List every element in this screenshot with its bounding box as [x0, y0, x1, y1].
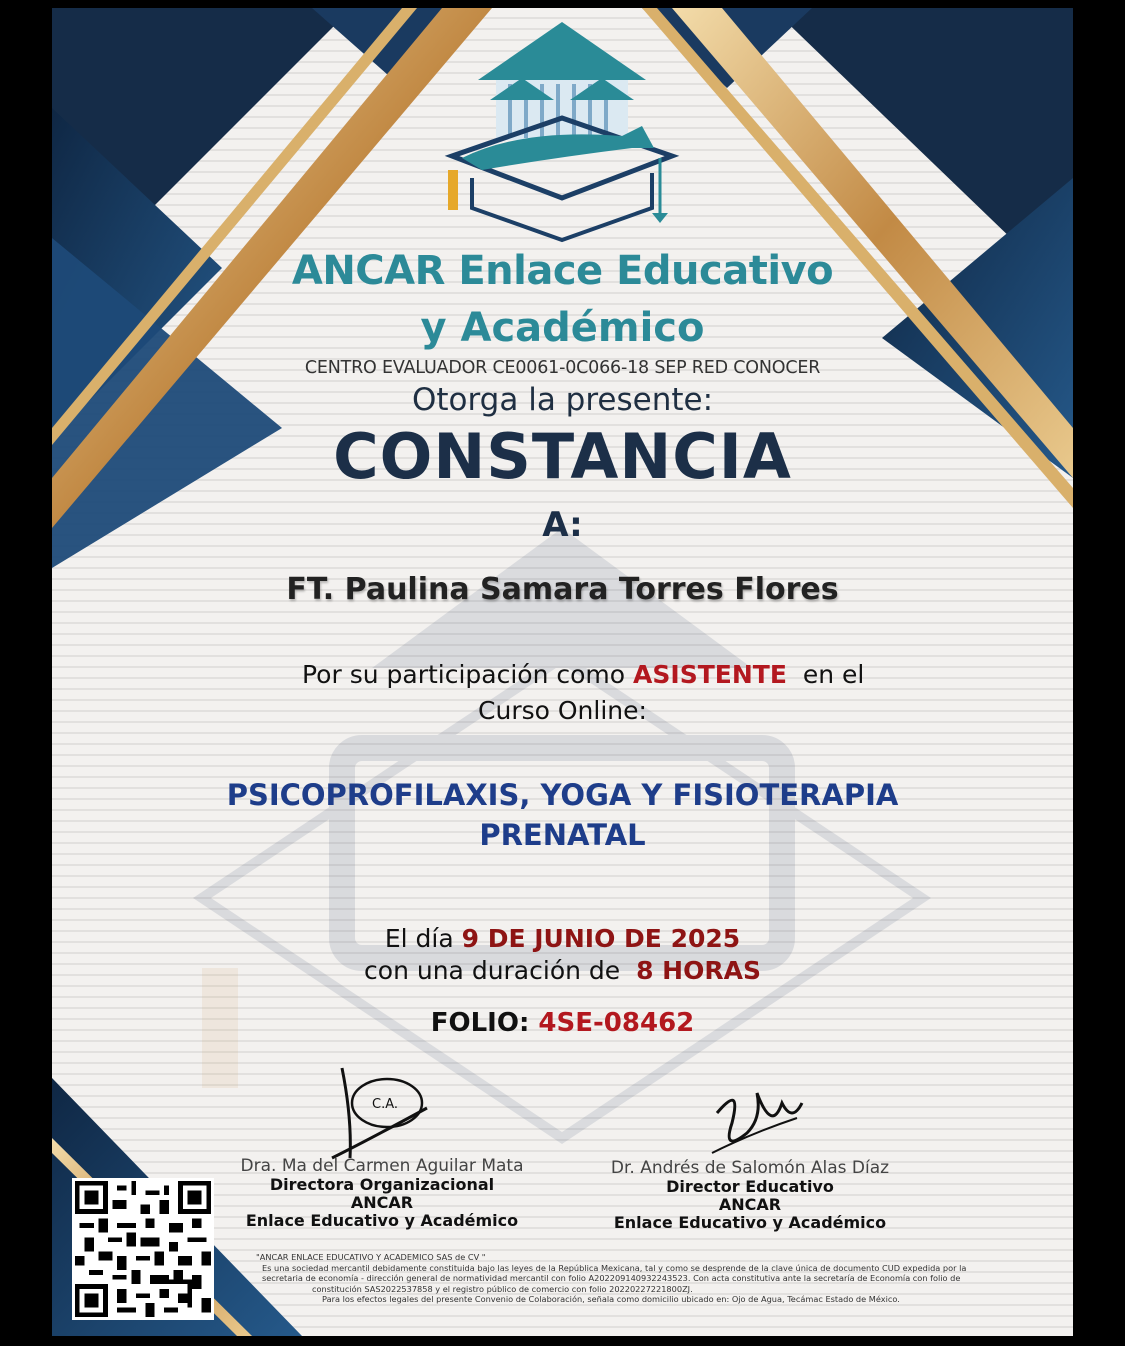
- folio-line: [52, 1008, 1073, 1038]
- legal-line-3: secretaria de economía - dirección general de normatividad mercantil con folio A202209140932243523. Con acta constitutiva ante la secretaría de Economía con folio de: [262, 1273, 961, 1283]
- ancar-logo-icon: [448, 22, 672, 240]
- document-type-heading: CONSTANCIA: [333, 420, 792, 493]
- signer-2-role: Director Educativo: [666, 1177, 834, 1196]
- duration-prefix: con una duración de: [364, 956, 621, 985]
- signer-1-org2: Enlace Educativo y Académico: [245, 1211, 519, 1230]
- date-value: 9 DE JUNIO DE 2025: [461, 924, 741, 953]
- participation-line: [302, 660, 864, 689]
- date-prefix: El día: [384, 924, 454, 953]
- date-line: [52, 924, 1073, 953]
- signer-1-org: ANCAR: [350, 1193, 414, 1212]
- course-title-line1: PSICOPROFILAXIS, YOGA Y FISIOTERAPIA: [226, 778, 899, 812]
- signer-2-org2: Enlace Educativo y Académico: [613, 1213, 887, 1232]
- evaluation-center: CENTRO EVALUADOR CE0061-0C066-18 SEP RED CONOCER: [304, 358, 821, 378]
- signer-2-org: ANCAR: [718, 1195, 782, 1214]
- org-title-line2: y Académico: [420, 305, 705, 351]
- signer-2-name: Dr. Andrés de Salomón Alas Díaz: [610, 1158, 890, 1178]
- certificate: [52, 8, 1073, 1336]
- signature-block-1: [192, 1156, 572, 1230]
- legal-line-4: constitución SAS2022537858 y el registro público de comercio con folio 2022022722180​0ZJ.: [312, 1283, 693, 1294]
- participation-line2: Curso Online:: [478, 696, 647, 725]
- org-title-line1: ANCAR Enlace Educativo: [291, 248, 834, 294]
- participation-suffix: en el: [802, 660, 865, 689]
- qr-code-icon: [72, 1178, 214, 1320]
- signer-1-role: Directora Organizacional: [269, 1175, 495, 1194]
- signature-2-icon: [702, 1073, 812, 1163]
- legal-line-5: Para los efectos legales del presente Convenio de Colaboración, señala como domicilio ubicado en: Ojo de Agua, Tecámac Estado de México.: [322, 1294, 900, 1304]
- participation-prefix: Por su participación como: [302, 660, 626, 689]
- folio-value: 4SE-08462: [538, 1008, 695, 1038]
- duration-value: 8 HORAS: [636, 956, 761, 985]
- legal-notice: [252, 1252, 1042, 1305]
- duration-line: [52, 956, 1073, 985]
- svg-text:C.A.: C.A.: [372, 1097, 399, 1112]
- signer-1-name: Dra. Ma del Carmen Aguilar Mata: [240, 1156, 524, 1176]
- grant-text: Otorga la presente:: [411, 382, 714, 418]
- legal-line-1: "ANCAR ENLACE EDUCATIVO Y ACADEMICO SAS de CV ": [256, 1252, 486, 1262]
- signature-1-icon: [312, 1058, 442, 1168]
- legal-line-2: Es una sociedad mercantil debidamente constituida bajo las leyes de la República Mexicana, tal y como se desprende de la clave única de documento CUD expedida por la: [262, 1262, 967, 1273]
- participation-role: ASISTENTE: [633, 660, 787, 689]
- recipient-label: A:: [542, 505, 583, 545]
- folio-label: FOLIO:: [430, 1008, 530, 1038]
- course-title-line2: PRENATAL: [479, 818, 646, 852]
- recipient-name: FT. Paulina Samara Torres Flores: [286, 572, 839, 607]
- signature-block-2: [560, 1158, 940, 1232]
